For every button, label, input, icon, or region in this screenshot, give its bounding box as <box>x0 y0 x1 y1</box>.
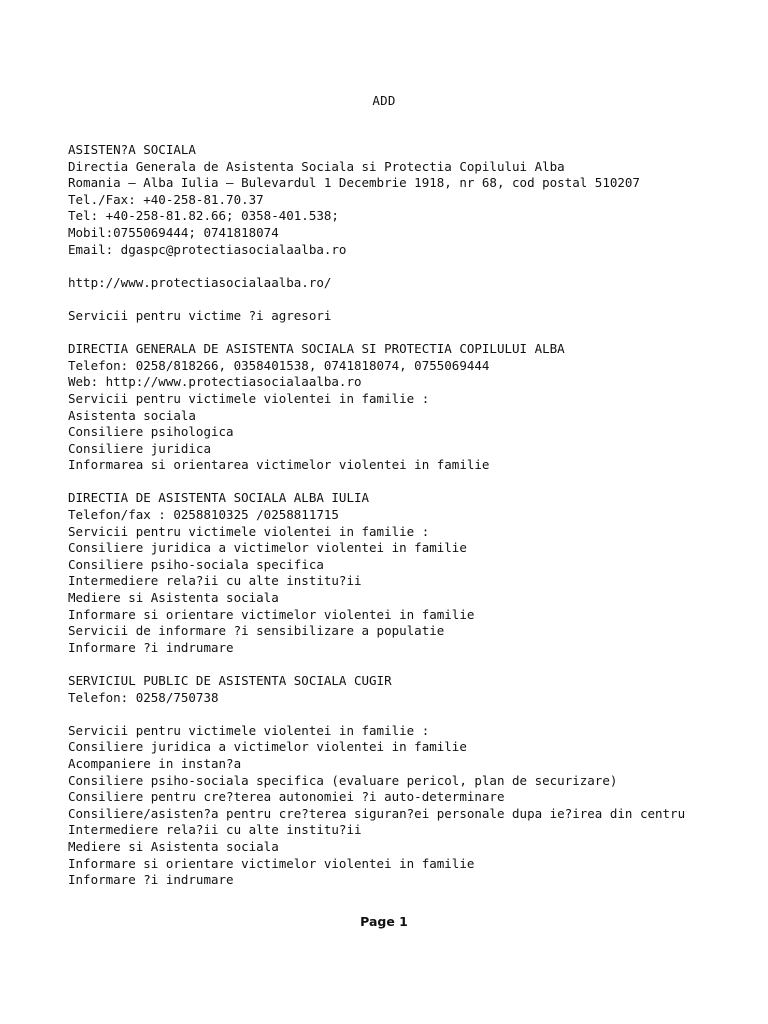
text-line: Mediere si Asistenta sociala <box>68 590 279 606</box>
text-line: Informare si orientare victimelor violentei in familie <box>68 855 475 871</box>
text-line: Consiliere/asisten?a pentru cre?terea siguran?ei personale dupa ie?irea din centru <box>68 805 686 821</box>
text-line: Consiliere psiho-sociala specifica (evaluare pericol, plan de securizare) <box>68 772 618 788</box>
section-gap <box>68 656 748 673</box>
section-gap <box>68 291 748 308</box>
section-heading-line: Servicii pentru victime ?i agresori <box>68 307 332 323</box>
text-line: Consiliere juridica a victimelor violentei in familie <box>68 540 467 556</box>
text-line: Telefon: 0258/818266, 0358401538, 0741818074, 0755069444 <box>68 357 490 373</box>
text-line: Email: dgaspc@protectiasocialaalba.ro <box>68 241 347 257</box>
section-gap <box>68 474 748 491</box>
text-line: Informare ?i indrumare <box>68 639 234 655</box>
section-gap <box>68 258 748 275</box>
text-line: Acompaniere in instan?a <box>68 755 242 771</box>
section-heading-line: SERVICIUL PUBLIC DE ASISTENTA SOCIALA CUGIR <box>68 673 392 688</box>
page-number: Page 1 <box>360 914 408 929</box>
text-line: Directia Generala de Asistenta Sociala si Protectia Copilului Alba <box>68 158 565 174</box>
text-line: Consiliere psiho-sociala specifica <box>68 556 324 572</box>
section-heading-line: DIRECTIA GENERALA DE ASISTENTA SOCIALA SI PROTECTIA COPILULUI ALBA <box>68 341 565 357</box>
text-line: Web: http://www.protectiasocialaalba.ro <box>68 374 362 390</box>
text-line: Romania – Alba Iulia – Bulevardul 1 Decembrie 1918, nr 68, cod postal 510207 <box>68 175 640 191</box>
text-line: Consiliere psihologica <box>68 424 234 440</box>
text-line: Telefon/fax : 0258810325 /0258811715 <box>68 507 339 523</box>
text-line: Consiliere pentru cre?terea autonomiei ?i auto-determinare <box>68 789 505 805</box>
text-line: Intermediere rela?ii cu alte institu?ii <box>68 822 362 838</box>
text-line: Informare si orientare victimelor violentei in familie <box>68 606 475 622</box>
text-line: Mobil:0755069444; 0741818074 <box>68 224 279 240</box>
document-header-title: ADD <box>372 93 396 108</box>
text-line: Informare ?i indrumare <box>68 872 234 888</box>
text-line: Servicii pentru victimele violentei in familie : <box>68 390 430 406</box>
text-line: Asistenta sociala <box>68 407 196 423</box>
text-line: Tel./Fax: +40-258-81.70.37 <box>68 191 264 207</box>
text-line: Servicii de informare ?i sensibilizare a populatie <box>68 623 445 639</box>
text-line: Informarea si orientarea victimelor violentei in familie <box>68 457 490 473</box>
document-body <box>68 142 748 889</box>
text-line: Mediere si Asistenta sociala <box>68 838 279 854</box>
text-line: Tel: +40-258-81.82.66; 0358-401.538; <box>68 208 339 224</box>
section-heading-line: http://www.protectiasocialaalba.ro/ <box>68 274 332 290</box>
text-line: Consiliere juridica a victimelor violentei in familie <box>68 739 467 755</box>
text-line: Servicii pentru victimele violentei in familie : <box>68 523 430 539</box>
text-line: Telefon: 0258/750738 <box>68 689 219 705</box>
section-gap <box>68 706 748 723</box>
text-line: Intermediere rela?ii cu alte institu?ii <box>68 573 362 589</box>
section-heading-line: ASISTEN?A SOCIALA <box>68 142 196 157</box>
section-heading-line: Servicii pentru victimele violentei in familie : <box>68 722 430 738</box>
text-line: Consiliere juridica <box>68 440 211 456</box>
section-heading-line: DIRECTIA DE ASISTENTA SOCIALA ALBA IULIA <box>68 490 370 506</box>
section-gap <box>68 325 748 342</box>
